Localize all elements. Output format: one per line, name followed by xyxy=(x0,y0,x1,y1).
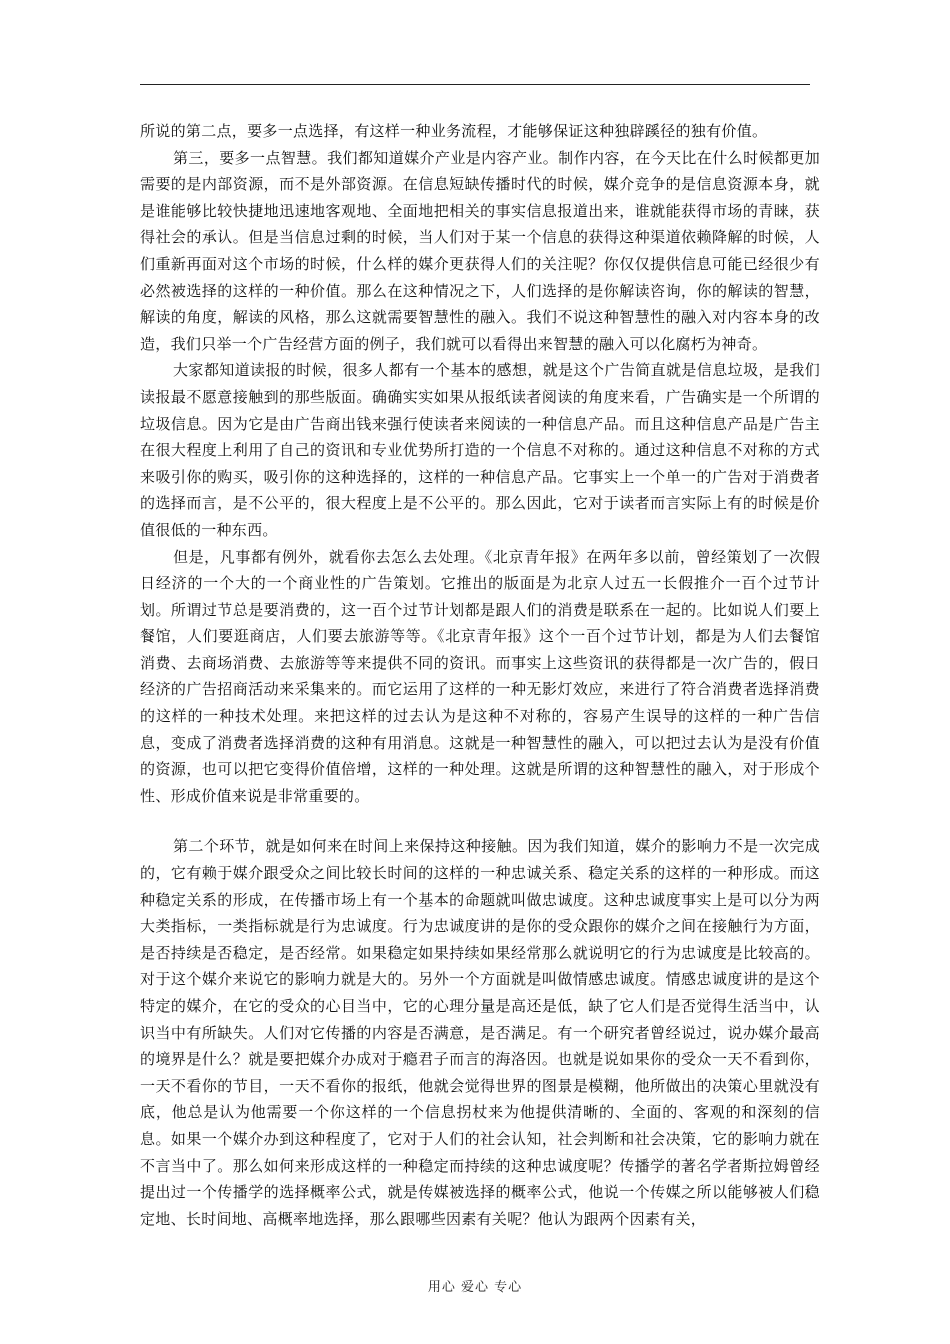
paragraph-beijing-youth-daily: 但是，凡事都有例外，就看你去怎么去处理。《北京青年报》在两年多以前，曾经策划了一次假日经济的一个大的一个商业性的广告策划。它推出的版面是为北京人过五一长假推介一百个过节计划。所谓过节总是要消费的，这一百个过节计划都是跟人们的消费是联系在一起的。比如说人们要上餐馆，人们要逛商店，人们要去旅游等等。《北京青年报》这个一百个过节计划，都是为人们去餐馆消费、去商场消费、去旅游等等来提供不同的资讯。而事实上这些资讯的获得都是一次广告的，假日经济的广告招商活动来采集来的。而它运用了这样的一种无影灯效应，来进行了符合消费者选择消费的这样的一种技术处理。来把这样的过去认为是这种不对称的，容易产生误导的这样的一种广告信息，变成了消费者选择消费的这种有用消息。这就是一种智慧性的融入，可以把过去认为是没有价值的资源，也可以把它变得价值倍增，这样的一种处理。这就是所谓的这种智慧性的融入，对于形成个性、形成价值来说是非常重要的。 xyxy=(140,547,820,805)
document-body xyxy=(140,118,820,1232)
paragraph-continuation: 所说的第二点，要多一点选择，有这样一种业务流程，才能够保证这种独辟蹊径的独有价值。 xyxy=(140,122,768,140)
paragraph-gap xyxy=(140,809,820,833)
paragraph-advertising: 大家都知道读报的时候，很多人都有一个基本的感想，就是这个广告简直就是信息垃圾，是我们读报最不愿意接触到的那些版面。确确实实如果从报纸读者阅读的角度来看，广告确实是一个所谓的垃圾信息。因为它是由广告商出钱来强行使读者来阅读的一种信息产品。而且这种信息产品是广告主在很大程度上利用了自己的资讯和专业优势所打造的一个信息不对称的。通过这种信息不对称的方式来吸引你的购买，吸引你的这种选择的，这样的一种信息产品。它事实上一个单一的广告对于消费者的选择而言，是不公平的，很大程度上是不公平的。那么因此，它对于读者而言实际上有的时候是价值很低的一种东西。 xyxy=(140,361,820,539)
paragraph-wisdom: 第三，要多一点智慧。我们都知道媒介产业是内容产业。制作内容，在今天比在什么时候都更加需要的是内部资源，而不是外部资源。在信息短缺传播时代的时候，媒介竞争的是信息资源本身，就是谁能够比较快捷地迅速地客观地、全面地把相关的事实信息报道出来，谁就能获得市场的青睐，获得社会的承认。但是当信息过剩的时候，当人们对于某一个信息的获得这种渠道依赖降解的时候，人们重新再面对这个市场的时候，什么样的媒介更获得人们的关注呢？你仅仅提供信息可能已经很少有必然被选择的这样的一种价值。那么在这种情况之下，人们选择的是你解读咨询，你的解读的智慧，解读的角度，解读的风格，那么这就需要智慧性的融入。我们不说这种智慧性的融入对内容本身的改造，我们只举一个广告经营方面的例子，我们就可以看得出来智慧的融入可以化腐朽为神奇。 xyxy=(140,148,820,353)
page-footer: 用心 爱心 专心 xyxy=(427,1280,523,1295)
paragraph-loyalty: 第二个环节，就是如何来在时间上来保持这种接触。因为我们知道，媒介的影响力不是一次完成的，它有赖于媒介跟受众之间比较长时间的这样的一种忠诚关系、稳定关系的这样的一种形成。而这种稳定关系的形成，在传播市场上有一个基本的命题就叫做忠诚度。这种忠诚度事实上是可以分为两大类指标，一类指标就是行为忠诚度。行为忠诚度讲的是你的受众跟你的媒介之间在接触行为方面，是否持续是否稳定，是否经常。如果稳定如果持续如果经常那么就说明它的行为忠诚度是比较高的。对于这个媒介来说它的影响力就是大的。另外一个方面就是叫做情感忠诚度。情感忠诚度讲的是这个特定的媒介，在它的受众的心目当中，它的心理分量是高还是低，缺了它人们是否觉得生活当中，认识当中有所缺失。人们对它传播的内容是否满意，是否满足。有一个研究者曾经说过，说办媒介最高的境界是什么？就是要把媒介办成对于瘾君子而言的海洛因。也就是说如果你的受众一天不看到你，一天不看你的节目，一天不看你的报纸，他就会觉得世界的图景是模糊，他所做出的决策心里就没有底，他总是认为他需要一个你这样的一个信息拐杖来为他提供清晰的、全面的、客观的和深刻的信息。如果一个媒介办到这种程度了，它对于人们的社会认知，社会判断和社会决策，它的影响力就在不言当中了。那么如何来形成这样的一种稳定而持续的这种忠诚度呢？传播学的著名学者斯拉姆曾经提出过一个传播学的选择概率公式，就是传媒被选择的概率公式，他说一个传媒之所以能够被人们稳定地、长时间地、高概率地选择，那么跟哪些因素有关呢？他认为跟两个因素有关， xyxy=(140,837,820,1228)
header-rule xyxy=(140,84,810,85)
